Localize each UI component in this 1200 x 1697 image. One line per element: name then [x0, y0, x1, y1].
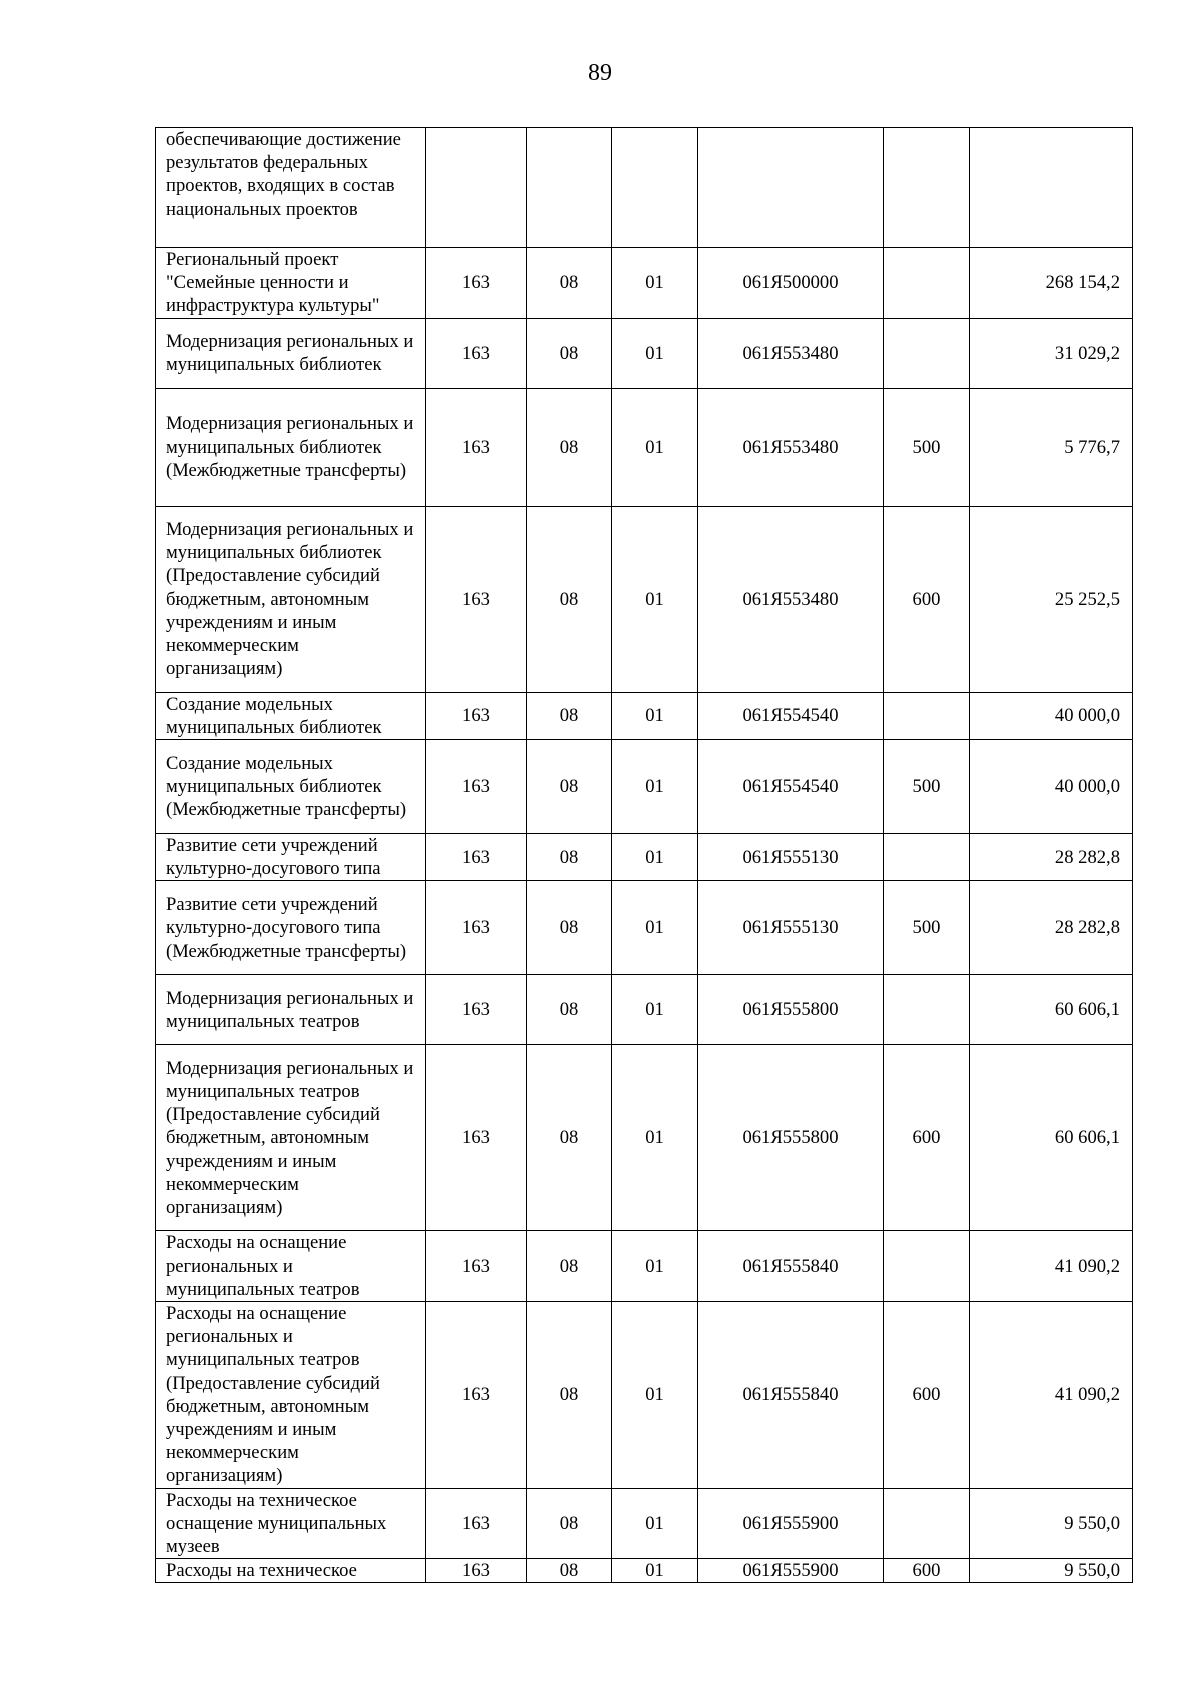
table-row [156, 1559, 1133, 1583]
cell-ved: 163 [426, 692, 527, 739]
cell-pr: 01 [612, 1302, 698, 1489]
cell-ved: 163 [426, 1045, 527, 1231]
cell-pr: 01 [612, 1488, 698, 1559]
cell-rz: 08 [527, 1488, 612, 1559]
cell-name: Расходы на техническое [156, 1559, 426, 1583]
cell-vr: 600 [884, 1302, 970, 1489]
table-row [156, 975, 1133, 1045]
cell-sum: 268 154,2 [970, 248, 1133, 319]
table-row [156, 1045, 1133, 1231]
cell-sum: 5 776,7 [970, 388, 1133, 506]
cell-rz: 08 [527, 248, 612, 319]
cell-name: Развитие сети учреждений культурно-досугового типа (Межбюджетные трансферты) [156, 881, 426, 975]
cell-pr: 01 [612, 692, 698, 739]
cell-ved: 163 [426, 388, 527, 506]
cell-sum: 31 029,2 [970, 318, 1133, 388]
cell-sum: 25 252,5 [970, 506, 1133, 692]
cell-rz: 08 [527, 1045, 612, 1231]
cell-vr [884, 834, 970, 881]
cell-sum: 41 090,2 [970, 1302, 1133, 1489]
cell-name: Модернизация региональных и муниципальных театров [156, 975, 426, 1045]
cell-rz: 08 [527, 740, 612, 834]
table-row [156, 692, 1133, 739]
cell-sum: 60 606,1 [970, 975, 1133, 1045]
cell-ved: 163 [426, 318, 527, 388]
cell-vr [884, 1488, 970, 1559]
cell-csr: 061Я555130 [698, 834, 884, 881]
cell-sum: 28 282,8 [970, 881, 1133, 975]
cell-vr [884, 975, 970, 1045]
cell-rz: 08 [527, 1302, 612, 1489]
cell-ved: 163 [426, 1231, 527, 1302]
cell-vr: 600 [884, 1045, 970, 1231]
cell-sum: 9 550,0 [970, 1559, 1133, 1583]
cell-pr: 01 [612, 248, 698, 319]
cell-sum [970, 128, 1133, 248]
cell-pr: 01 [612, 834, 698, 881]
cell-pr: 01 [612, 1231, 698, 1302]
cell-csr: 061Я555800 [698, 1045, 884, 1231]
cell-pr: 01 [612, 318, 698, 388]
cell-csr: 061Я555130 [698, 881, 884, 975]
cell-rz: 08 [527, 318, 612, 388]
page-number: 89 [588, 60, 612, 86]
cell-vr [884, 128, 970, 248]
table-row [156, 318, 1133, 388]
cell-rz: 08 [527, 1559, 612, 1583]
cell-rz: 08 [527, 692, 612, 739]
cell-vr: 600 [884, 506, 970, 692]
cell-sum: 41 090,2 [970, 1231, 1133, 1302]
cell-rz: 08 [527, 506, 612, 692]
table-body [156, 128, 1133, 1583]
table-row [156, 834, 1133, 881]
cell-csr: 061Я553480 [698, 388, 884, 506]
cell-sum: 40 000,0 [970, 692, 1133, 739]
table-row [156, 506, 1133, 692]
table-row [156, 248, 1133, 319]
cell-csr: 061Я555900 [698, 1559, 884, 1583]
cell-rz: 08 [527, 834, 612, 881]
cell-csr: 061Я553480 [698, 318, 884, 388]
cell-rz [527, 128, 612, 248]
cell-csr: 061Я555900 [698, 1488, 884, 1559]
cell-name: обеспечивающие достижение результатов федеральных проектов, входящих в состав национальных проектов [156, 128, 426, 248]
cell-csr: 061Я555840 [698, 1302, 884, 1489]
cell-sum: 9 550,0 [970, 1488, 1133, 1559]
cell-ved: 163 [426, 1302, 527, 1489]
table-row [156, 128, 1133, 248]
cell-name: Создание модельных муниципальных библиотек (Межбюджетные трансферты) [156, 740, 426, 834]
cell-pr: 01 [612, 881, 698, 975]
cell-vr [884, 692, 970, 739]
table-row [156, 1302, 1133, 1489]
cell-csr: 061Я555800 [698, 975, 884, 1045]
cell-ved: 163 [426, 506, 527, 692]
cell-ved [426, 128, 527, 248]
cell-ved: 163 [426, 834, 527, 881]
cell-pr: 01 [612, 1045, 698, 1231]
cell-csr: 061Я555840 [698, 1231, 884, 1302]
cell-pr: 01 [612, 740, 698, 834]
cell-name: Развитие сети учреждений культурно-досугового типа [156, 834, 426, 881]
cell-ved: 163 [426, 881, 527, 975]
budget-table [155, 127, 1133, 1583]
cell-ved: 163 [426, 1488, 527, 1559]
cell-pr: 01 [612, 975, 698, 1045]
cell-name: Модернизация региональных и муниципальных библиотек [156, 318, 426, 388]
cell-rz: 08 [527, 1231, 612, 1302]
cell-name: Модернизация региональных и муниципальных библиотек (Предоставление субсидий бюджетным, автономным учреждениям и иным некоммерческим организациям) [156, 506, 426, 692]
cell-name: Модернизация региональных и муниципальных театров (Предоставление субсидий бюджетным, автономным учреждениям и иным некоммерческим организациям) [156, 1045, 426, 1231]
cell-vr [884, 1231, 970, 1302]
table-row [156, 1231, 1133, 1302]
cell-vr: 600 [884, 1559, 970, 1583]
cell-pr: 01 [612, 388, 698, 506]
cell-name: Региональный проект "Семейные ценности и инфраструктура культуры" [156, 248, 426, 319]
cell-csr [698, 128, 884, 248]
cell-sum: 28 282,8 [970, 834, 1133, 881]
cell-sum: 40 000,0 [970, 740, 1133, 834]
cell-csr: 061Я553480 [698, 506, 884, 692]
cell-ved: 163 [426, 1559, 527, 1583]
table-row [156, 881, 1133, 975]
cell-name: Расходы на оснащение региональных и муниципальных театров (Предоставление субсидий бюджетным, автономным учреждениям и иным некоммерческим организациям) [156, 1302, 426, 1489]
cell-vr [884, 248, 970, 319]
cell-csr: 061Я554540 [698, 740, 884, 834]
cell-name: Расходы на оснащение региональных и муниципальных театров [156, 1231, 426, 1302]
cell-csr: 061Я500000 [698, 248, 884, 319]
table-row [156, 740, 1133, 834]
cell-sum: 60 606,1 [970, 1045, 1133, 1231]
cell-rz: 08 [527, 975, 612, 1045]
cell-vr [884, 318, 970, 388]
cell-rz: 08 [527, 881, 612, 975]
cell-pr [612, 128, 698, 248]
cell-vr: 500 [884, 740, 970, 834]
cell-csr: 061Я554540 [698, 692, 884, 739]
cell-ved: 163 [426, 740, 527, 834]
cell-pr: 01 [612, 506, 698, 692]
cell-ved: 163 [426, 975, 527, 1045]
cell-name: Расходы на техническое оснащение муниципальных музеев [156, 1488, 426, 1559]
cell-rz: 08 [527, 388, 612, 506]
cell-name: Создание модельных муниципальных библиотек [156, 692, 426, 739]
table-row [156, 388, 1133, 506]
cell-pr: 01 [612, 1559, 698, 1583]
cell-vr: 500 [884, 388, 970, 506]
table-row [156, 1488, 1133, 1559]
cell-vr: 500 [884, 881, 970, 975]
cell-ved: 163 [426, 248, 527, 319]
cell-name: Модернизация региональных и муниципальных библиотек (Межбюджетные трансферты) [156, 388, 426, 506]
